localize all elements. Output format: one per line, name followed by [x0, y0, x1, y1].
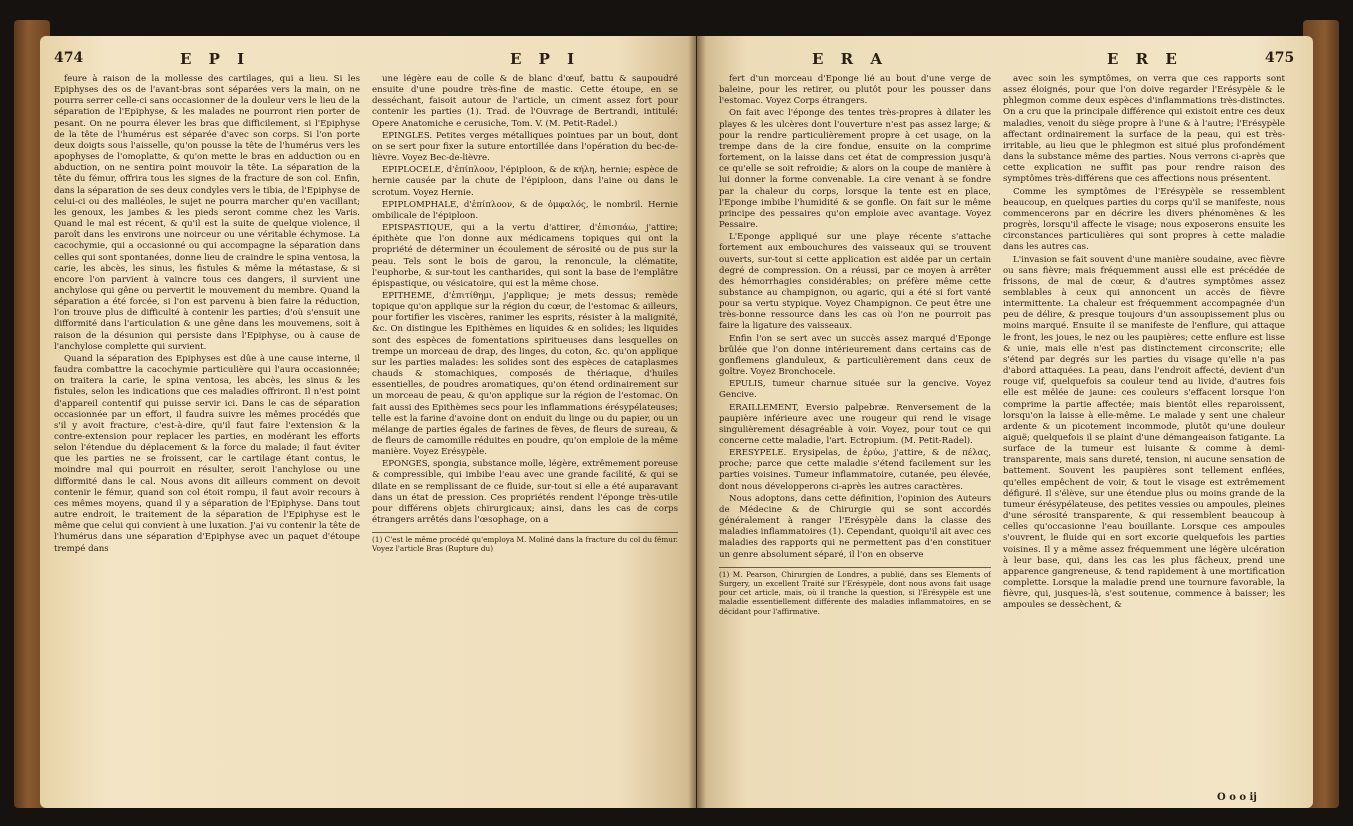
paragraph: On fait avec l'éponge des tentes très-propres à dilater les playes & les ulcères dont l'ouverture n'est pas assez large; & pour la rendre particulièrement propre à cet usage, on la trempe dans de la cire fondue, ensuite on la comprime fortement, on la laisse dans cet état de compression jusqu'à ce qu'elle se soit refroidie; & alors on la coupe de manière à lui donner la forme convenable. La cire venant à se fondre par la chaleur du corps, lorsque la tente est en place, l'Eponge imbibe l'humidité & se gonfle. On fait sur le même principe des pessaires qu'on emploie avec avantage. Voyez Pessaire. — [719, 108, 991, 231]
running-head-left-2: E P I — [510, 50, 581, 68]
entry-epiplocele: EPIPLOCELE, d'ἐπίπλοον, l'épiploon, & de κήλη, hernie; espèce de hernie causée par la chute de l'épiploon, dans l'aine ou dans le scrotum. Voyez Hernie. — [372, 165, 678, 198]
entry-eraillement: ERAILLEMENT, Eversio palpebræ. Renversement de la paupière inférieure avec une rougeur qui rend le visage singulièrement désagréable à voir. Voyez, pour tout ce qui concerne cette maladie, l'art. Ectropium. (M. Petit-Radel). — [719, 402, 991, 446]
paragraph: avec soin les symptômes, on verra que ces rapports sont assez éloignés, pour que l'on doive regarder l'Erésypèle & le phlegmon comme deux espèces d'inflammations très-distinctes. On a cru que la principale différence qui existoit entre ces deux maladies, venoit du siège propre à l'une & à l'autre; l'Erésypèle affectant ordinairement la surface de la peau, qui est très-irritable, au lieu que le phlegmon est situé plus profondément dans la substance même des parties. Nous verrons ci-après que cette explication ne suffit pas pour rendre raison des symptômes très-différens que ces affections nous présentent. — [1003, 74, 1285, 185]
right-page — [697, 36, 1313, 808]
entry-epingles: EPINGLES. Petites verges métalliques pointues par un bout, dont on se sert pour fixer la suture entortillée dans l'opération du bec-de-lièvre. Voyez Bec-de-lièvre. — [372, 130, 678, 164]
footnote: (1) M. Pearson, Chirurgien de Londres, a publié, dans ses Elements of Surgery, un excellent Traité sur l'Erésypèle, dont nous avons fait usage pour cet article, mais, où il tranche la question, si l'Erésypèle est une maladie essentiellement différente des maladies inflammatoires, en se décidant pour l'affirmative. — [719, 567, 991, 616]
entry-epitheme: EPITHEME, d'ἐπιτίθημι, j'applique; je mets dessus; remède topique qu'on applique sur la région du cœur, de l'estomac & ailleurs, pour fortifier les viscères, ranimer les esprits, résister à la malignité, &c. On distingue les Epithèmes en liquides & en solides; les liquides sont des espèces de fomentations spiritueuses dans lesquelles on trempe un morceau de drap, des linges, du coton, &c. qu'on applique sur les parties malades: les solides sont des espèces de cataplasmes chauds & stomachiques, composés de thériaque, d'huiles essentielles, de poudres aromatiques, qu'on étend ordinairement sur un morceau de peau, & qu'on applique sur la région de l'estomac. On fait aussi des Epithèmes secs pour les inflammations érésypélateuses; telle est la farine d'avoine dont on enduit du linge ou du papier, ou un mélange de parties égales de farines de fèves, de fleurs de sureau, & de fleurs de camomille réduites en poudre, qu'on emploie de la même manière. Voyez Erésypèle. — [372, 290, 678, 458]
running-head-right-1: E R A — [812, 50, 888, 68]
paragraph: feure à raison de la mollesse des cartilages, qui a lieu. Si les Epiphyses des os de l'avant-bras sont séparées vers la main, on ne pourra serrer celle-ci sans occasionner de la douleur vers le lieu de la séparation de l'Epiphyse, & les malades ne pourront rien porter de pesant. On ne pourra élever les bras que difficilement, si l'Epiphyse de la tête de l'humérus est séparée d'avec son corps. Si l'on porte deux doigts sous l'aisselle, qu'on pousse la tête de l'humérus vers les apophyses de l'omoplatte, & qu'on mette le bras en adduction ou en abduction, on ne sentira point mouvoir la tête. La séparation de la tête du fémur, offrira tous les signes de la fracture de son col. Enfin, dans la séparation de ses deux condyles vers le tibia, de l'Epiphyse de celui-ci ou des malléoles, le sujet ne pourra marcher qu'en vacillant; les genoux, les jambes & les pieds seront comme chez les Varis. Quand le mal est récent, & qu'il est la suite de quelque violence, il paroît dans les environs une noirceur ou une véritable échymose. La cacochymie, qui a occasionné ou qui accompagne la séparation dans celles qui sont spontanées, donne lieu de craindre le spina ventosa, la carie, les abcès, les sinus, les fistules & même la métastase, & si encore l'on parvient à vaincre tous ces dangers, il survient une anchylose qui gêne ou pervertit le mouvement du membre. Quand la séparation a été forcée, si l'on est parvenu à bien faire la réduction, l'on trouve plus de difficulté à contenir les parties; d'où s'ensuit une difformité dans l'articulation & une gêne dans les mouvemens, soit à raison de la désunion qui persiste dans l'Epiphyse, ou à cause de l'anchylose complette qui survient. — [54, 74, 360, 352]
page-number-right: 475 — [1265, 50, 1295, 66]
paragraph: L'invasion se fait souvent d'une manière soudaine, avec fièvre ou sans fièvre; mais fréquemment aussi elle est précédée de frissons, de mal de cœur, & d'autres symptômes assez semblables à ceux qui annoncent un accès de fièvre intermittente. La chaleur est fréquemment accompagnée d'un peu de délire, & presque toujours d'un assoupissement plus ou moins marqué. Ensuite il se manifeste de l'enflure, qui attaque le front, les joues, le nez ou les paupières; cette enflure est lisse & unie, mais elle n'est pas distinctement circonscrite; elle s'étend par degrés sur les parties du visage qu'elle n'a pas d'abord attaquées. La peau, dans l'endroit affecté, devient d'un rouge vif, quelquefois sa couleur tend au livide, d'autres fois elle est mêlée de jaune: ces couleurs s'effacent lorsque l'on comprime la partie affectée; mais bientôt elles reparoissent, lorsqu'on la laisse à elle-même. Le malade y sent une chaleur ardente & un picotement incommode, plutôt qu'une douleur aiguë; quelquefois il se plaint d'une démangeaison fatigante. La surface de la tumeur est luisante & comme à demi-transparente, mais sans dureté, tension, ni aucune sensation de battement. Souvent les paupières sont tellement enflées, qu'elles empêchent de voir, & tout le visage est extrêmement défiguré. Il s'élève, sur une étendue plus ou moins grande de la tumeur érésypélateuse, des petites vessies ou ampoules, pleines d'une sérosité transparente, & qui ressemblent beaucoup à celles qu'occasionne l'eau bouillante. Lorsque ces ampoules s'ouvrent, le fluide qui en sort excorie quelquefois les parties voisines. Il y a même assez fréquemment une légère ulcération à leur base, qui, dans les cas les plus fâcheux, prend une apparence gangreneuse, & tend rapidement à une mortification complette. Lorsque la maladie prend une tournure favorable, la fièvre, qui, jusques-là, s'est soutenue, commence à baisser; les ampoules se dessèchent, & — [1003, 254, 1285, 611]
paragraph: fert d'un morceau d'Eponge lié au bout d'une verge de baleine, pour les retirer, ou plutôt pour les pousser dans l'estomac. Voyez Corps étrangers. — [719, 74, 991, 107]
right-column-1 — [719, 74, 991, 804]
signature-mark: O o o ij — [1217, 792, 1257, 803]
entry-eresypele: ERESYPELE. Erysipelas, de ἐρύω, j'attire, & de πέλας, proche; parce que cette maladie s'étend facilement sur les parties voisines. Tumeur inflammatoire, cutanée, peu élevée, dont nous développerons ci-après les autres caractères. — [719, 448, 991, 492]
paragraph: Comme les symptômes de l'Erésypèle se ressemblent beaucoup, en quelques parties du corps qu'il se manifeste, nous commencerons par en décrire les divers phénomènes & les progrès, lorsqu'il affecte le visage; nous exposerons ensuite les circonstances particulières qui sont propres à cette maladie dans les autres cas. — [1003, 186, 1285, 253]
footnote: (1) C'est le même procédé qu'employa M. Moliné dans la fracture du col du fémur. Voyez l'article Bras (Rupture du) — [372, 532, 678, 553]
paragraph: Enfin l'on se sert avec un succès assez marqué d'Eponge brûlée que l'on donne intérieurement dans certains cas de gonflemens glanduleux, & particulièrement dans ceux de goître. Voyez Bronchocele. — [719, 333, 991, 378]
page-number-left: 474 — [54, 50, 84, 66]
paragraph: une légère eau de colle & de blanc d'œuf, battu & saupoudré ensuite d'une poudre très-fine de mastic. Cette étoupe, en se desséchant, faisoit autour de l'article, un ciment assez fort pour contenir les parties (1). Trad. de l'Ouvrage de Bertrandi, intitulé: Opere Anatomiche e cerusiche, Tom. V. (M. Petit-Radel.) — [372, 74, 678, 129]
entry-epulis: EPULIS, tumeur charnue située sur la gencive. Voyez Gencive. — [719, 379, 991, 401]
running-head-left-1: E P I — [180, 50, 251, 68]
entry-epiplomphale: EPIPLOMPHALE, d'ἐπίπλοον, & de ὀμφαλός, le nombril. Hernie ombilicale de l'épiploon. — [372, 199, 678, 221]
paragraph: Quand la séparation des Epiphyses est dûe à une cause interne, il faudra combattre la cacochymie particulière qui l'aura occasionnée; on traitera la carie, le spina ventosa, les abcès, les sinus & les fistules, selon les indications que ces maladies offriront. Il n'est point d'appareil contentif qui puisse servir ici. Dans le cas de séparation occasionnée par un effort, il faudra suivre les mêmes procédés que s'il y avoit fracture, c'est-à-dire, qu'il faut faire l'extension & la contre-extension pour replacer les parties, en modérant les efforts selon l'étendue du déplacement & la force du malade; il faut éviter que les parties ne se froissent, car le cartilage étant contus, le moindre mal qui pourroit en résulter, seroit l'anchylose ou une difformité dans le cal. Nous avons dit ailleurs comment on devoit contenir le fémur, quand son col étoit rompu, il faut avoir recours à ces mêmes moyens, quand il y a séparation de l'Epiphyse. Dans tout autre endroit, le traitement de la séparation de l'Epiphyse est le même que celui qui convient à une luxation. J'ai vu contenir la tête de l'humérus dans une séparation d'Epiphyse avec un paquet d'étoupe trempé dans — [54, 353, 360, 554]
left-column-2 — [372, 74, 678, 804]
right-column-2 — [1003, 74, 1285, 788]
book-gutter — [688, 36, 706, 808]
left-page — [40, 36, 696, 808]
running-head-right-2: E R E — [1107, 50, 1183, 68]
entry-eponges: EPONGES, spongia, substance molle, légère, extrêmement poreuse & compressible, qui imbibe l'eau avec une grande facilité, & qui se dilate en se remplissant de ce fluide, sur-tout si elle a été auparavant dans un état de pression. Ces propriétés rendent l'éponge très-utile pour différens objets chirurgicaux; ainsi, dans les cas de corps étrangers arrêtés dans l'œsophage, on a — [372, 459, 678, 526]
left-column-1 — [54, 74, 360, 804]
paragraph: Nous adoptons, dans cette définition, l'opinion des Auteurs de Médecine & de Chirurgie qui se sont accordés généralement à ranger l'Erésypèle dans la classe des maladies inflammatoires (1). Cependant, quoiqu'il ait avec ces maladies des rapports qui ne permettent pas d'en constituer un genre absolument séparé, il l'on en observe — [719, 493, 991, 560]
entry-epispastique: EPISPASTIQUE, qui a la vertu d'attirer, d'ἐπισπάω, j'attire; épithète que l'on donne aux médicamens topiques qui ont la propriété de déterminer un écoulement de sérosité ou de pus sur la peau. Tels sont le bois de garou, la renoncule, la clématite, l'euphorbe, & sur-tout les cantharides, qui sont la base de l'emplâtre épispastique, ou vésicatoire, qui est la même chose. — [372, 223, 678, 289]
paragraph: L'Eponge appliqué sur une playe récente s'attache fortement aux embouchures des vaisseaux qui se trouvent ouverts, sur-tout si cette application est aidée par un certain degré de compression. On a réussi, par ce moyen à arrêter des hémorrhagies considérables; on préfère même cette substance au champignon, ou agaric, qui a été si fort vanté pour sa vertu stypique. Voyez Champignon. Ce peut être une très-bonne ressource dans les cas où l'on ne pourroit pas faire la ligature des vaisseaux. — [719, 232, 991, 332]
